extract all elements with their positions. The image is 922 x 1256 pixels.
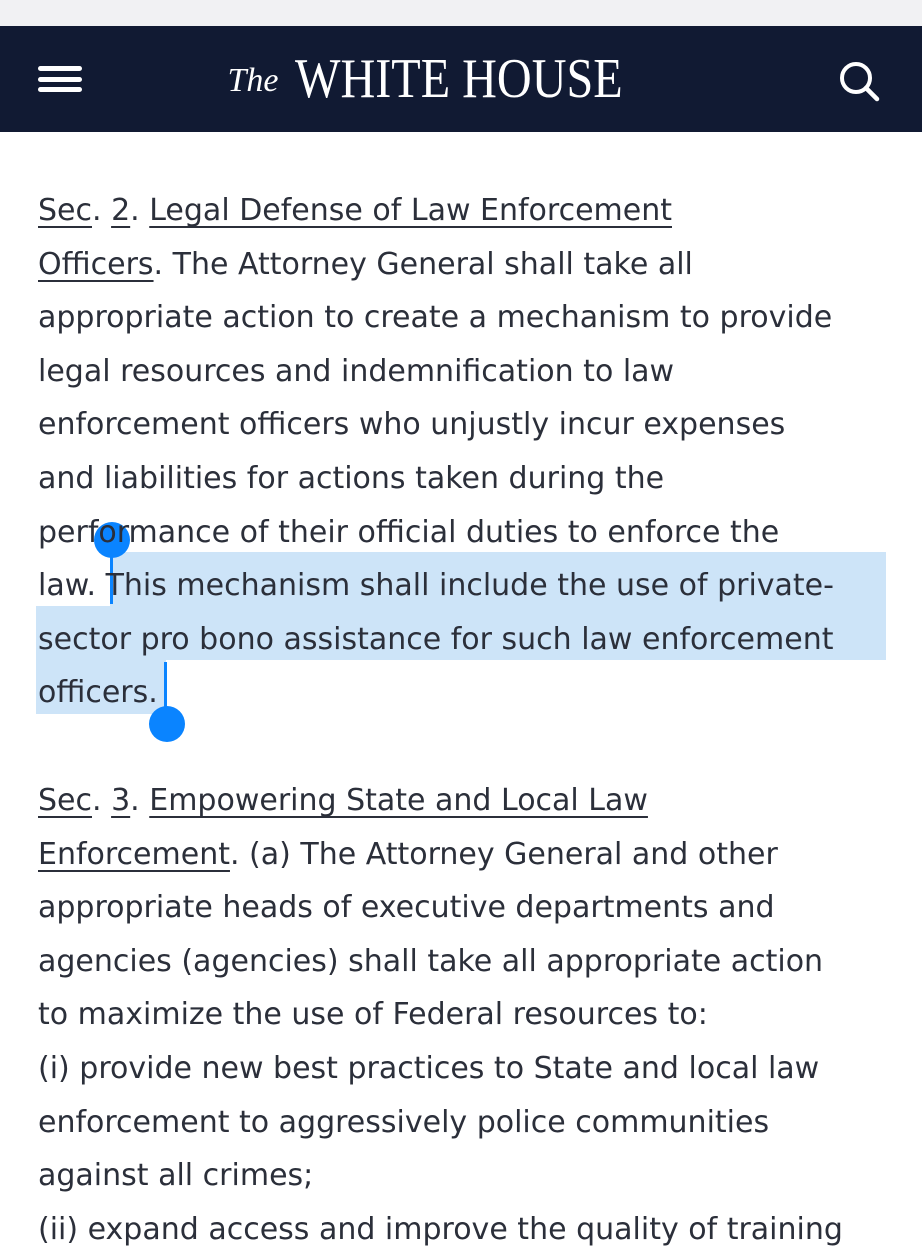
logo-title: WHITE HOUSE [294,48,623,110]
site-header [0,26,922,132]
section-label[interactable]: Sec [38,782,92,818]
paragraph-line: performance of their official duties to enforce the [38,514,780,550]
list-item [38,1203,898,1256]
list-marker: (i) [38,1050,70,1086]
selected-text[interactable]: sector pro bono assistance for such law enforcement [38,621,834,657]
section-title[interactable]: Empowering State and Local Law [149,782,648,818]
section-label[interactable]: Sec [38,193,92,228]
section-title-cont[interactable]: Officers [38,246,154,282]
paragraph-line: Officers. The Attorney General shall take all [38,246,693,282]
section-2 [38,184,898,720]
paragraph-line: appropriate action to create a mechanism to provide [38,300,833,336]
paragraph-line: and liabilities for actions taken during the [38,460,665,496]
status-bar-area [0,0,922,26]
selected-text[interactable]: officers. [38,675,158,711]
paragraph-line: appropriate heads of executive departments and [38,890,775,926]
paragraph-text: The Attorney General shall take all [172,246,693,282]
list-text: expand access and improve the quality of training [87,1211,843,1247]
list-item-cont: against all crimes; [38,1158,314,1194]
logo-prefix: The [227,62,279,99]
section-3 [38,774,898,1256]
list-item-cont: enforcement to aggressively police communities [38,1104,770,1140]
paragraph-line: enforcement officers who unjustly incur expenses [38,407,786,443]
selected-text[interactable]: This mechanism shall include the use of private- [105,568,834,604]
search-icon[interactable] [838,58,882,102]
paragraph-text: (a) The Attorney General and other [249,836,778,872]
section-title-cont[interactable]: Enforcement [38,836,230,872]
paragraph-text: law. [38,568,97,604]
section-title[interactable]: Legal Defense of Law Enforcement [149,193,672,228]
article-body [38,184,898,1256]
section-heading-line: Sec. 3. Empowering State and Local Law [38,782,648,818]
list-item [38,1042,898,1096]
paragraph-line: agencies (agencies) shall take all appropriate action [38,943,824,979]
site-logo[interactable] [0,26,922,132]
paragraph-line: to maximize the use of Federal resources to: [38,997,708,1033]
paragraph-line: Enforcement. (a) The Attorney General and other [38,836,778,872]
paragraph-line: legal resources and indemnification to law [38,353,675,389]
section-number[interactable]: 2 [111,193,131,228]
list-marker: (ii) [38,1211,79,1247]
paragraph-line [38,559,898,613]
section-heading-line: Sec. 2. Legal Defense of Law Enforcement [38,193,672,228]
list-text: provide new best practices to State and local law [79,1050,820,1086]
section-number[interactable]: 3 [111,782,131,818]
